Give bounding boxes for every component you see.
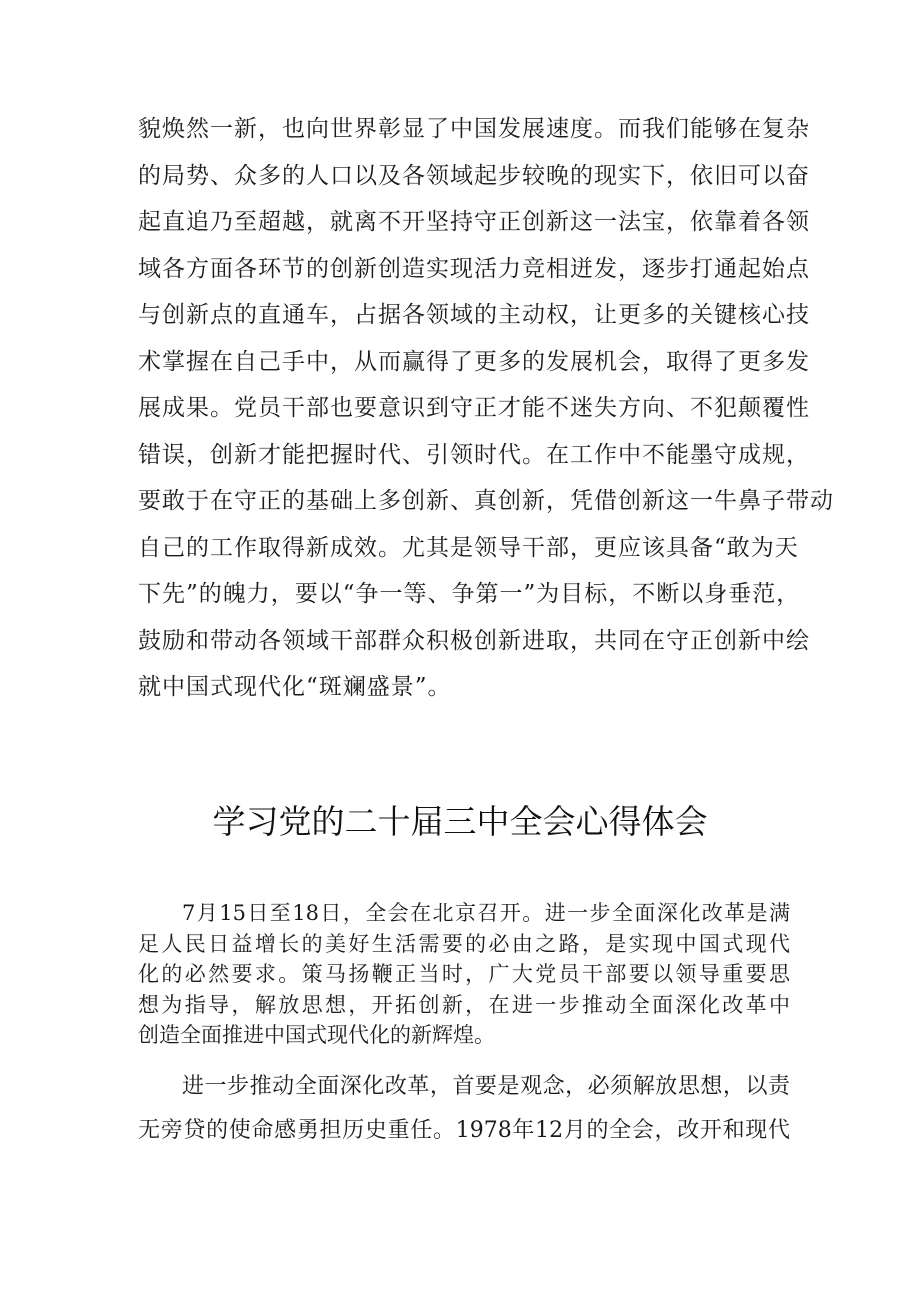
- text-line: 化的必然要求。策马扬鞭正当时，广大党员干部要以领导重要思: [138, 962, 790, 987]
- text-line: 无旁贷的使命感勇担历史重任。1978年12月的全会，改开和现代: [138, 1118, 790, 1143]
- continuation-paragraph: [138, 106, 834, 711]
- text-line: 就中国式现代化“斑斓盛景”。: [138, 674, 452, 700]
- text-line: 想为指导，解放思想，开拓创新，在进一步推动全面深化改革中: [138, 992, 790, 1017]
- section-heading: 学习党的二十届三中全会心得体会: [212, 802, 708, 841]
- text-line: 貌焕然一新，也向世界彰显了中国发展速度。而我们能够在复杂: [138, 116, 810, 142]
- text-line: 7月15日至18日，全会在北京召开。进一步全面深化改革是满: [182, 901, 790, 925]
- text-line: 起直追乃至超越，就离不开坚持守正创新这一法宝，依靠着各领: [138, 209, 810, 235]
- text-line: 自己的工作取得新成效。尤其是领导干部，更应该具备“敢为天: [138, 534, 799, 561]
- text-line: 进一步推动全面深化改革，首要是观念，必须解放思想，以责: [182, 1074, 790, 1099]
- text-line: 下先”的魄力，要以“争一等、争第一”为目标，不断以身垂范，: [138, 581, 801, 607]
- text-line: 鼓励和带动各领域干部群众积极创新进取，共同在守正创新中绘: [138, 627, 810, 654]
- text-line: 的局势、众多的人口以及各领域起步较晚的现实下，依旧可以奋: [138, 162, 810, 189]
- text-line: 要敢于在守正的基础上多创新、真创新，凭借创新这一牛鼻子带动: [138, 488, 834, 514]
- text-line: 展成果。党员干部也要意识到守正才能不迷失方向、不犯颠覆性: [138, 395, 810, 421]
- text-line: 域各方面各环节的创新创造实现活力竞相迸发，逐步打通起始点: [138, 255, 810, 282]
- text-line: 创造全面推进中国式现代化的新辉煌。: [138, 1023, 495, 1048]
- text-line: 足人民日益增长的美好生活需要的必由之路，是实现中国式现代: [138, 931, 790, 956]
- text-line: 错误，创新才能把握时代、引领时代。在工作中不能墨守成规，: [138, 441, 810, 468]
- body-paragraph-1: [138, 898, 790, 1051]
- body-paragraph-2: [138, 1065, 790, 1153]
- text-line: 术掌握在自己手中，从而赢得了更多的发展机会，取得了更多发: [138, 348, 810, 375]
- text-line: 与创新点的直通车，占据各领域的主动权，让更多的关键核心技: [138, 302, 810, 328]
